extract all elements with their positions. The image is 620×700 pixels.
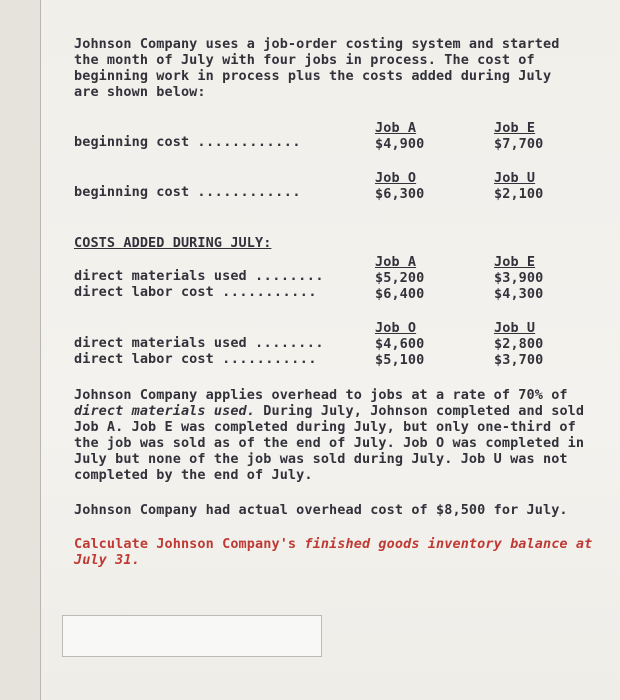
job-value: $4,900 xyxy=(375,136,425,152)
job-value: $2,800 xyxy=(494,336,544,352)
question-start: Calculate Johnson Company's xyxy=(74,536,305,552)
job-value: $2,100 xyxy=(494,186,544,202)
question-text xyxy=(74,536,609,568)
leader-dots: ............ xyxy=(197,184,301,200)
problem-page xyxy=(40,0,620,700)
row-label: direct materials used xyxy=(74,335,247,351)
added-labels-1 xyxy=(74,268,324,300)
job-value: $5,100 xyxy=(375,352,425,368)
leader-dots: ........ xyxy=(255,335,325,351)
added-labels-2 xyxy=(74,335,324,367)
para-italic: direct materials used. xyxy=(74,403,256,419)
job-name: Job U xyxy=(494,320,536,336)
job-u-beginning xyxy=(494,170,564,202)
para-rest: During July, Johnson completed and sold Job A. Job E was completed during July, but only one-third of the job was sold as of the end of July. Job O was completed in July but none of the job was sold during July. Job U was not completed by the end of July. xyxy=(74,403,585,483)
job-value: $4,300 xyxy=(494,286,544,302)
job-name: Job A xyxy=(375,254,417,270)
para-start: Johnson Company applies overhead to jobs at a rate of 70% of xyxy=(74,387,568,403)
job-u-added xyxy=(494,320,564,368)
job-name: Job O xyxy=(375,320,417,336)
job-a-added xyxy=(375,254,445,302)
job-value: $4,600 xyxy=(375,336,425,352)
job-o-beginning xyxy=(375,170,445,202)
job-a-beginning xyxy=(375,120,445,152)
row-label: direct labor cost xyxy=(74,351,214,367)
row-label: beginning cost xyxy=(74,134,190,150)
leader-dots: ........... xyxy=(222,351,318,367)
leader-dots: ........ xyxy=(255,268,325,284)
leader-dots: ............ xyxy=(197,134,301,150)
actual-overhead-paragraph: Johnson Company had actual overhead cost of $8,500 for July. xyxy=(74,502,568,518)
row-label: beginning cost xyxy=(74,184,190,200)
job-value: $6,400 xyxy=(375,286,425,302)
job-name: Job E xyxy=(494,120,536,136)
row-label: direct labor cost xyxy=(74,284,214,300)
job-e-added xyxy=(494,254,564,302)
job-name: Job U xyxy=(494,170,536,186)
job-value: $5,200 xyxy=(375,270,425,286)
beginning-cost-label-1 xyxy=(74,134,301,150)
job-e-beginning xyxy=(494,120,564,152)
job-o-added xyxy=(375,320,445,368)
job-name: Job O xyxy=(375,170,417,186)
job-name: Job A xyxy=(375,120,417,136)
leader-dots: ........... xyxy=(222,284,318,300)
job-value: $3,900 xyxy=(494,270,544,286)
overhead-paragraph xyxy=(74,387,609,483)
beginning-cost-label-2 xyxy=(74,184,301,200)
costs-added-title: COSTS ADDED DURING JULY: xyxy=(74,235,272,251)
job-value: $3,700 xyxy=(494,352,544,368)
intro-paragraph: Johnson Company uses a job-order costing system and started the month of July with four jobs in process. The cost of beginning work in process plus the costs added during July are shown below: xyxy=(74,36,560,100)
row-label: direct materials used xyxy=(74,268,247,284)
answer-input[interactable] xyxy=(62,615,322,657)
question-italic: finished goods inventory balance at July 31. xyxy=(74,536,593,568)
job-value: $7,700 xyxy=(494,136,544,152)
job-name: Job E xyxy=(494,254,536,270)
job-value: $6,300 xyxy=(375,186,425,202)
